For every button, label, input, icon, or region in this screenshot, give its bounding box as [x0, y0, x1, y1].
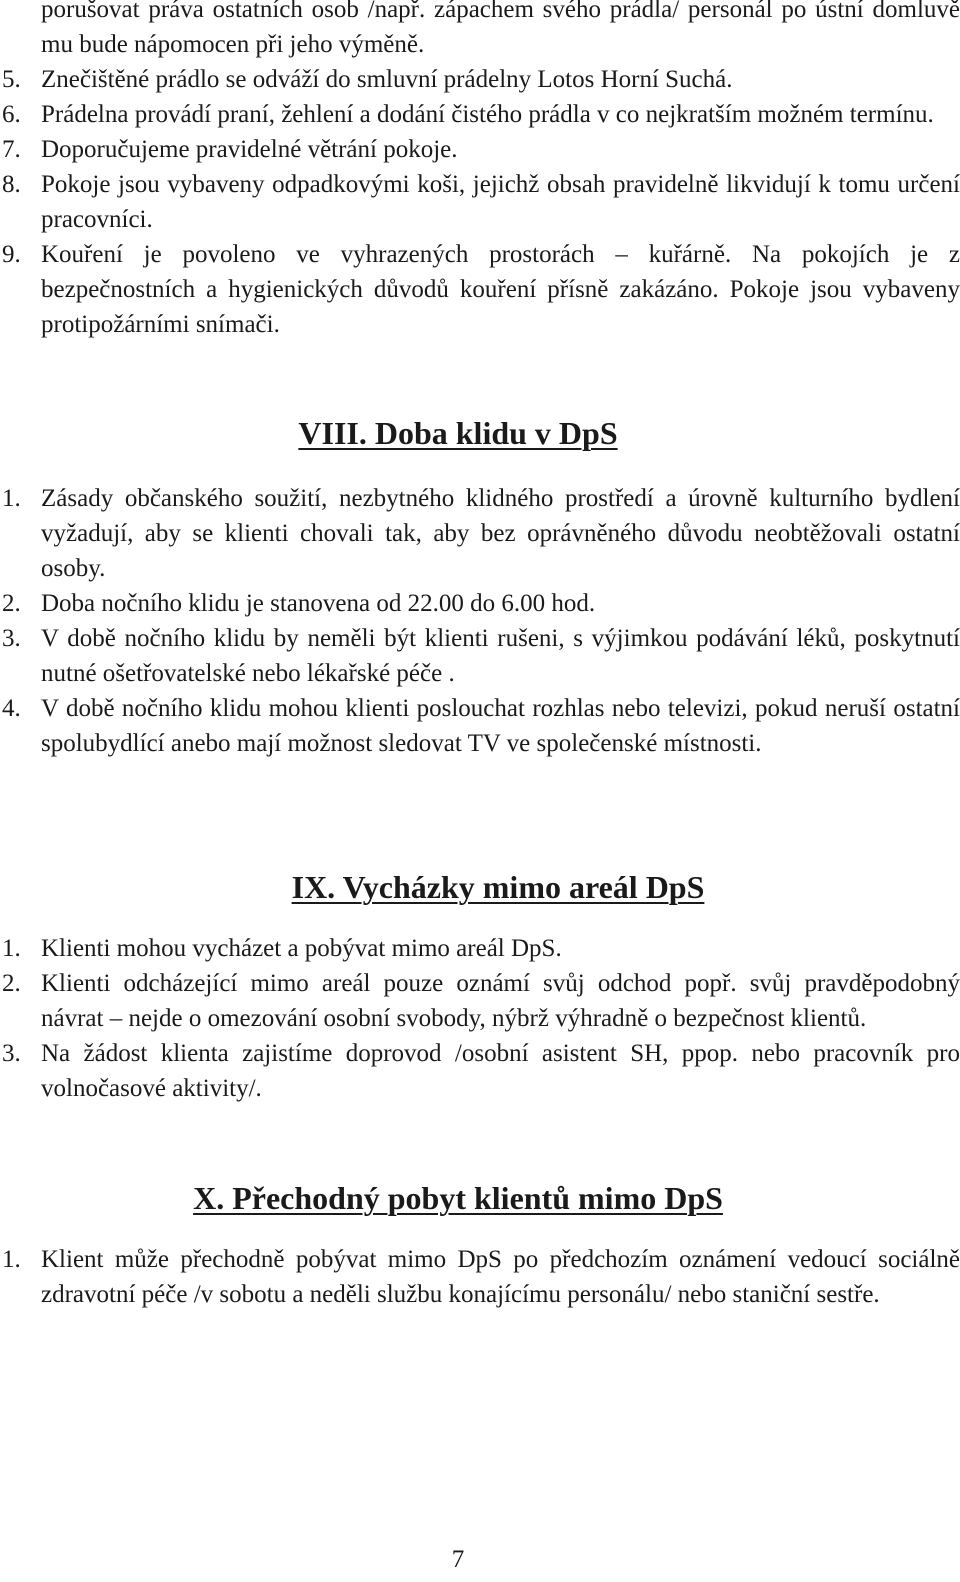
- list-item: [0, 966, 960, 1036]
- item-text: V době nočního klidu by neměli být klienti rušeni, s výjimkou podávání léků, poskytnutí nutné ošetřovatelské nebo lékařské péče .: [41, 625, 960, 687]
- section-x-heading: X. Přechodný pobyt klientů mimo DpS: [193, 1180, 723, 1216]
- item-text: Prádelna provádí praní, žehlení a dodání čistého prádla v co nejkratším možném termínu.: [41, 101, 934, 128]
- item-text: Pokoje jsou vybaveny odpadkovými koši, jejichž obsah pravidelně likvidují k tomu určení pracovníci.: [41, 171, 960, 233]
- list-item: [0, 481, 960, 586]
- item-text: Doporučujeme pravidelné větrání pokoje.: [41, 136, 458, 163]
- item-number: 1.: [2, 935, 21, 962]
- list-item: [0, 586, 960, 621]
- section-vii-list: [0, 62, 960, 342]
- list-item: [0, 1036, 960, 1106]
- section-x-list: [0, 1242, 960, 1312]
- item-number: 5.: [2, 66, 21, 93]
- page-number: 7: [451, 1546, 465, 1573]
- item-number: 4.: [2, 695, 21, 722]
- list-item: [0, 931, 960, 966]
- item-number: 2.: [2, 590, 21, 617]
- section-viii-list: [0, 481, 960, 761]
- item-number: 1.: [2, 1246, 21, 1273]
- item-text: Doba nočního klidu je stanovena od 22.00 do 6.00 hod.: [41, 590, 596, 617]
- list-item: [0, 62, 960, 97]
- list-item: [0, 691, 960, 761]
- item-number: 9.: [2, 241, 21, 268]
- item-text: Klienti mohou vycházet a pobývat mimo areál DpS.: [41, 935, 562, 962]
- item-text: Znečištěné prádlo se odváží do smluvní prádelny Lotos Horní Suchá.: [41, 66, 733, 93]
- list-item: [0, 237, 960, 342]
- list-item: [0, 97, 960, 132]
- item-number: 7.: [2, 136, 21, 163]
- item-number: 1.: [2, 485, 21, 512]
- list-item: [0, 132, 960, 167]
- section-viii-heading: VIII. Doba klidu v DpS: [298, 415, 618, 451]
- section-ix-list: [0, 931, 960, 1106]
- list-item: [0, 167, 960, 237]
- item-number: 3.: [2, 1040, 21, 1067]
- item-text: Zásady občanského soužití, nezbytného klidného prostředí a úrovně kulturního bydlení vyžadují, aby se klienti chovali tak, aby bez oprávněného důvodu neobtěžovali ostatní osoby.: [41, 485, 960, 582]
- item-text: V době nočního klidu mohou klienti poslouchat rozhlas nebo televizi, pokud neruší ostatní spolubydlící anebo mají možnost sledovat TV ve společenské místnosti.: [41, 695, 960, 757]
- item-text: Kouření je povoleno ve vyhrazených prostorách – kuřárně. Na pokojích je z bezpečnostních a hygienických důvodů kouření přísně zakázáno. Pokoje jsou vybaveny protipožárními snímači.: [41, 241, 960, 338]
- item-number: 2.: [2, 970, 21, 997]
- item-text: Na žádost klienta zajistíme doprovod /osobní asistent SH, ppop. nebo pracovník pro volnočasové aktivity/.: [41, 1040, 960, 1102]
- list-item: [0, 621, 960, 691]
- item-text: Klienti odcházející mimo areál pouze oznámí svůj odchod popř. svůj pravděpodobný návrat – nejde o omezování osobní svobody, nýbrž výhradně o bezpečnost klientů.: [41, 970, 960, 1032]
- item-text: Klient může přechodně pobývat mimo DpS po předchozím oznámení vedoucí sociálně zdravotní péče /v sobotu a neděli službu konajícímu personálu/ nebo staniční sestře.: [41, 1246, 960, 1308]
- item-number: 8.: [2, 171, 21, 198]
- intro-continuation: porušovat práva ostatních osob /např. zápachem svého prádla/ personál po ústní domluvě mu bude nápomocen při jeho výměně.: [41, 0, 960, 58]
- item-number: 3.: [2, 625, 21, 652]
- item-number: 6.: [2, 101, 21, 128]
- section-ix-heading: IX. Vycházky mimo areál DpS: [291, 869, 705, 905]
- list-item: [0, 1242, 960, 1312]
